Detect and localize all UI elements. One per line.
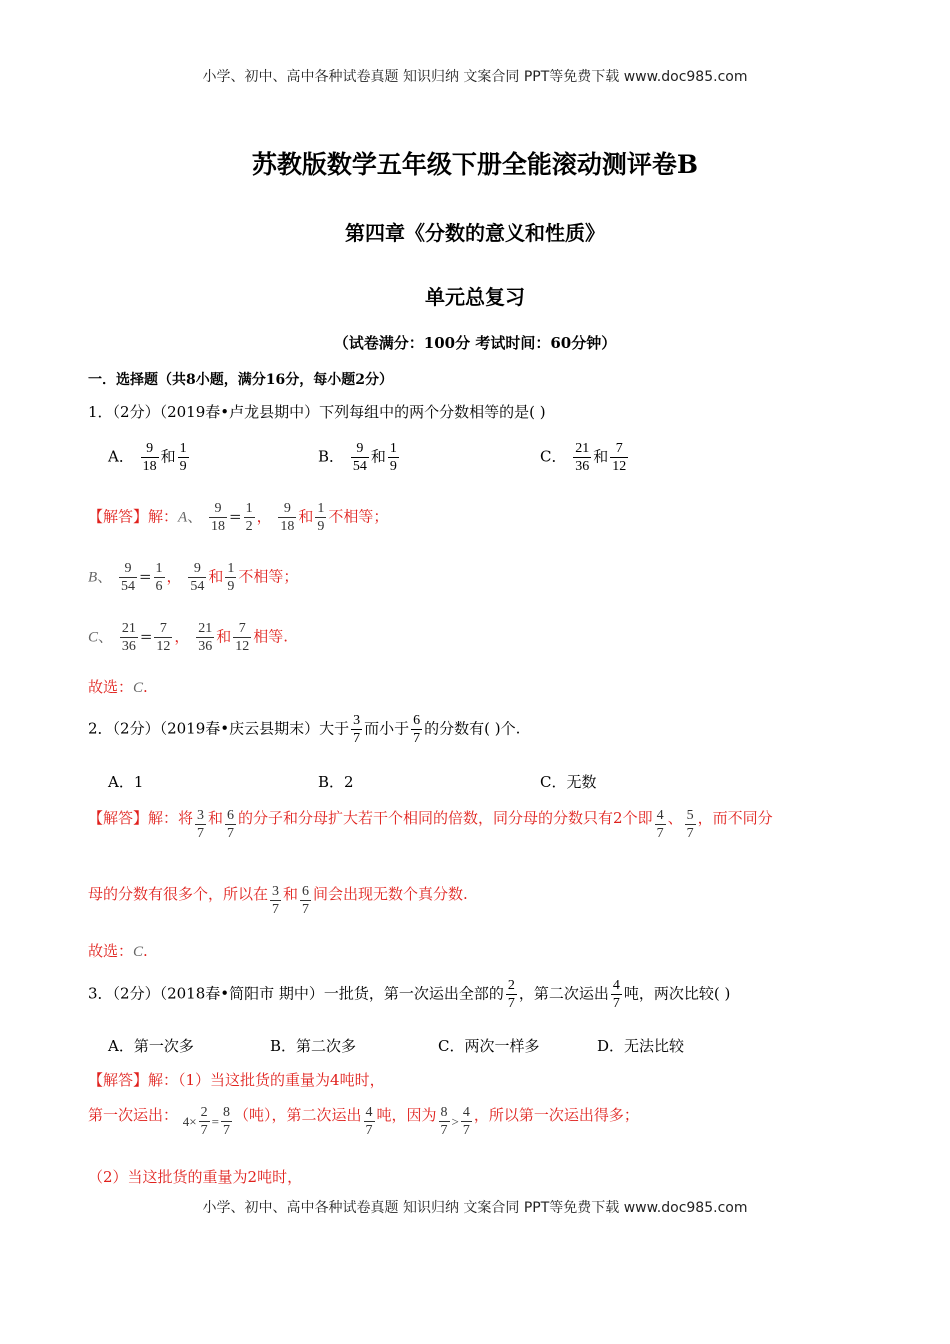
fraction: $\frac{1}{9}$ bbox=[179, 441, 187, 474]
header-banner: 小学、初中、高中各种试卷真题 知识归纳 文案合同 PPT等免费下载 www.doc985.com bbox=[202, 69, 748, 85]
section-heading: 一．选择题（共8小题，满分16分，每小题2分） bbox=[88, 372, 393, 388]
page-title: 苏教版数学五年级下册全能滚动测评卷B bbox=[251, 150, 699, 179]
question-3-option-b: B．第二次多 bbox=[270, 1037, 357, 1055]
question-3-answer-case-2: （2）当这批货的重量为2吨时， bbox=[88, 1168, 303, 1186]
question-3-stem: 3．（2分）（2018春•简阳市 期中）一批货，第一次运出全部的 $\frac{2}{7}$ ，第二次运出 $\frac{4}{7}$ 吨，两次比较( ) bbox=[88, 978, 731, 1011]
question-2-option-c: C．无数 bbox=[540, 773, 597, 791]
question-2-answer-line-1: 【解答】解：将 $\frac{3}{7}$ 和 $\frac{6}{7}$ 的分子和分母扩大若干个相同的倍数，同分母的分数只有2个即 $\frac{4}{7}$ 、 $\frac{5}{7}$ ，而不同分 bbox=[88, 808, 773, 841]
question-3-answer-detail: 第一次运出： 4× $\frac{2}{7}$ = $\frac{8}{7}$ （吨），第二次运出 $\frac{4}{7}$ 吨，因为 $\frac{8}{7}$ > $\frac{4}{7}$ ，所以第一次运出得多； bbox=[88, 1105, 639, 1138]
question-3-option-a: A．第一次多 bbox=[108, 1037, 194, 1055]
question-2-option-a: A．1 bbox=[108, 773, 144, 791]
question-3-answer-case-1: 【解答】解：（1）当这批货的重量为4吨时， bbox=[88, 1071, 385, 1089]
fraction: $\frac{1}{9}$ bbox=[389, 441, 397, 474]
question-1-answer-a: 【解答】解：A、 $\frac{9}{18}$ = $\frac{1}{2}$ ， $\frac{9}{18}$ 和 $\frac{1}{9}$ 不相等； bbox=[88, 501, 389, 534]
footer-banner: 小学、初中、高中各种试卷真题 知识归纳 文案合同 PPT等免费下载 www.doc985.com bbox=[202, 1200, 748, 1216]
question-1-answer-c: C、 $\frac{21}{36}$ = $\frac{7}{12}$ ， $\frac{21}{36}$ 和 $\frac{7}{12}$ 相等. bbox=[88, 621, 288, 654]
question-1-stem: 1．（2分）（2019春•卢龙县期中）下列每组中的两个分数相等的是( ) bbox=[88, 403, 546, 421]
question-1-option-c: C． $\frac{21}{36}$ 和 $\frac{7}{12}$ bbox=[540, 441, 627, 474]
exam-meta: （试卷满分：100分 考试时间：60分钟） bbox=[333, 334, 617, 352]
chapter-title: 第四章《分数的意义和性质》 bbox=[345, 221, 605, 245]
question-1-option-a: A． $\frac{9}{18}$ 和 $\frac{1}{9}$ bbox=[108, 441, 187, 474]
unit-title: 单元总复习 bbox=[425, 285, 525, 309]
question-2-stem: 2．（2分）（2019春•庆云县期末）大于 $\frac{3}{7}$ 而小于 $\frac{6}{7}$ 的分数有( )个. bbox=[88, 713, 521, 746]
fraction: $\frac{9}{18}$ bbox=[142, 441, 157, 474]
question-1-choice: 故选：C. bbox=[88, 678, 148, 696]
question-2-answer-line-2: 母的分数有很多个，所以在 $\frac{3}{7}$ 和 $\frac{6}{7}$ 间会出现无数个真分数. bbox=[88, 884, 468, 917]
question-3-option-d: D．无法比较 bbox=[597, 1037, 685, 1055]
fraction: $\frac{9}{54}$ bbox=[352, 441, 367, 474]
question-2-choice: 故选：C. bbox=[88, 942, 148, 960]
question-2-option-b: B．2 bbox=[318, 773, 354, 791]
question-1-option-b: B． $\frac{9}{54}$ 和 $\frac{1}{9}$ bbox=[318, 441, 397, 474]
fraction: $\frac{21}{36}$ bbox=[575, 441, 590, 474]
question-3-option-c: C．两次一样多 bbox=[438, 1037, 540, 1055]
question-1-answer-b: B、 $\frac{9}{54}$ = $\frac{1}{6}$ ， $\frac{9}{54}$ 和 $\frac{1}{9}$ 不相等； bbox=[88, 561, 299, 594]
fraction: $\frac{7}{12}$ bbox=[612, 441, 627, 474]
